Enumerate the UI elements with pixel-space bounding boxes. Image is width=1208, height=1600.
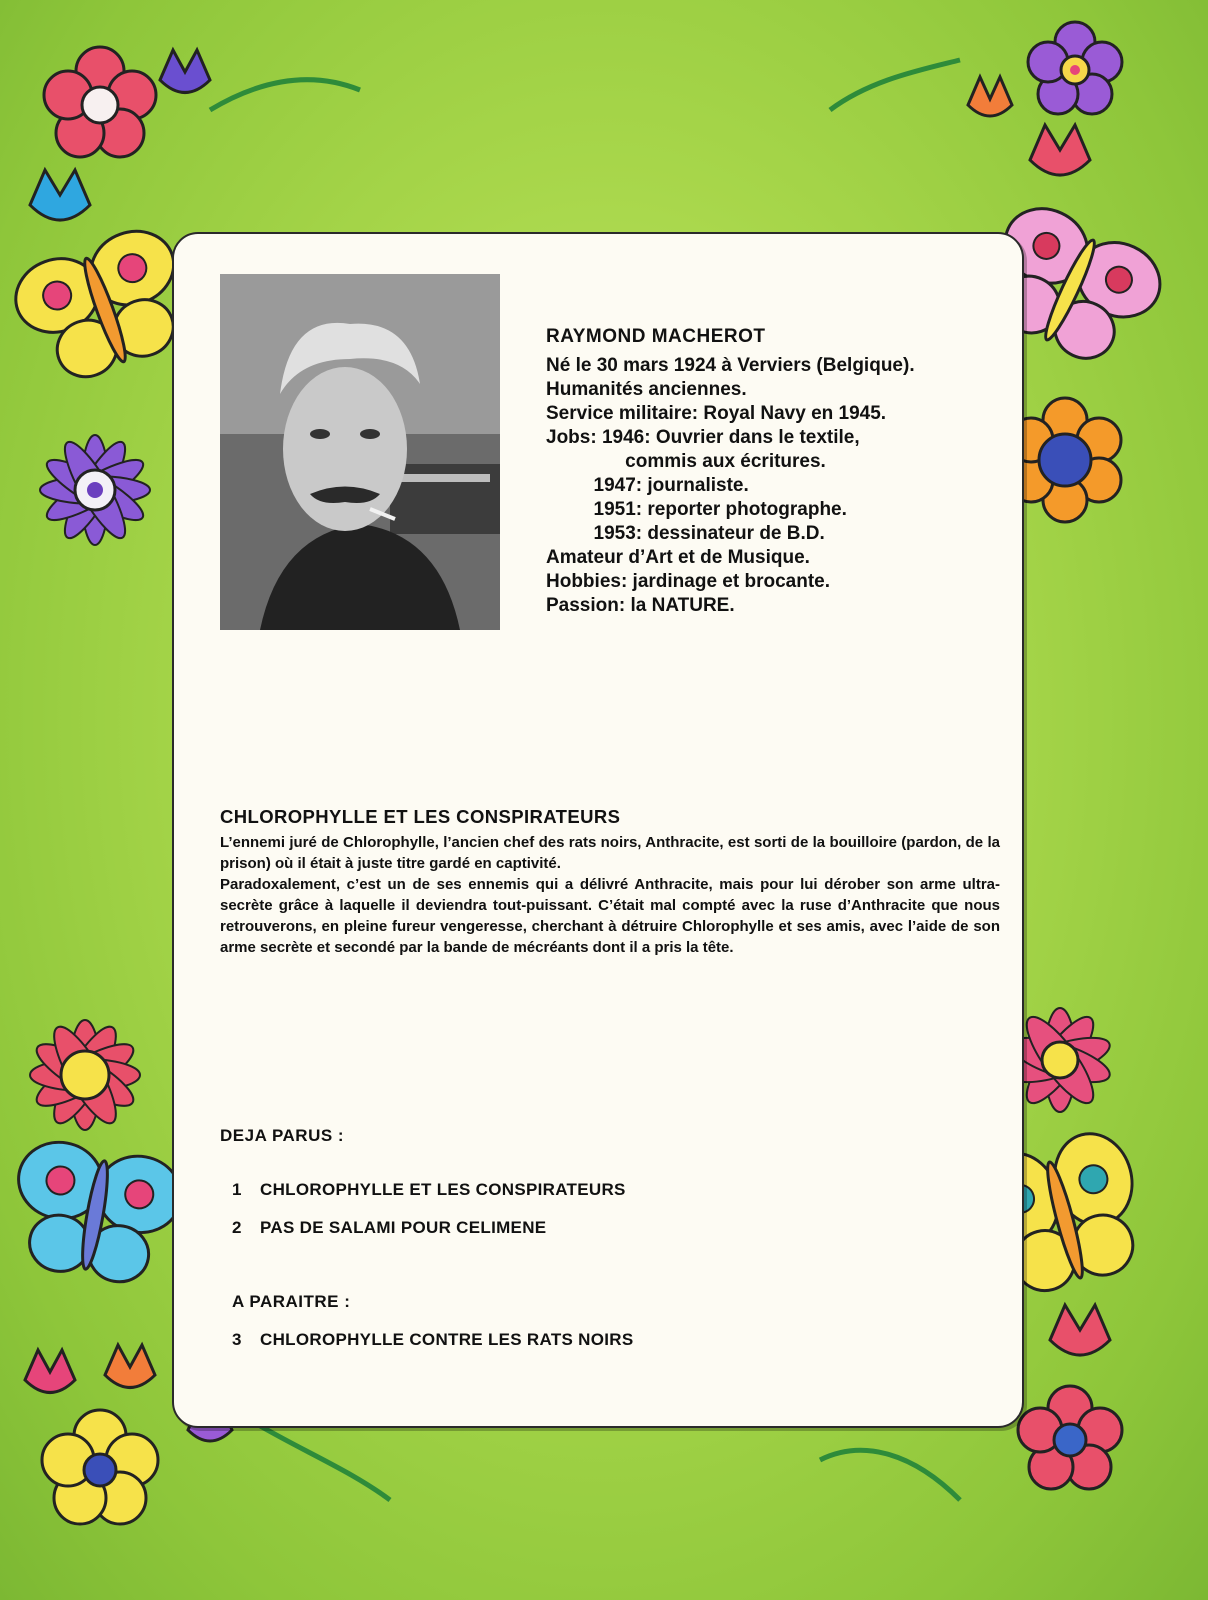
- synopsis-text: [220, 832, 1000, 958]
- tulip-icon: [1030, 125, 1090, 175]
- synopsis-section: [220, 806, 1000, 958]
- flower-icon: [42, 1410, 158, 1524]
- author-photo: [220, 274, 500, 630]
- deja-parus-heading: DEJA PARUS :: [220, 1126, 345, 1145]
- flower-icon: [1018, 1386, 1122, 1489]
- daisy-icon: [40, 435, 150, 545]
- flower-icon: [1009, 398, 1121, 522]
- tulip-icon: [105, 1345, 155, 1388]
- item-number: 1: [232, 1180, 242, 1199]
- vine-top-right: [830, 60, 960, 110]
- bio-line: 1951: reporter photographe.: [546, 499, 847, 520]
- vine-bottom-left: [250, 1420, 390, 1500]
- tulip-icon: [1050, 1305, 1110, 1355]
- item-number: 3: [232, 1330, 242, 1349]
- bio-line: Humanités anciennes.: [546, 379, 747, 400]
- published-list: [220, 1126, 980, 1350]
- synopsis-title: CHLOROPHYLLE ET LES CONSPIRATEURS: [220, 806, 621, 827]
- author-bio: [546, 326, 1006, 618]
- bio-line: Amateur d’Art et de Musique.: [546, 547, 810, 568]
- info-card: [172, 232, 1024, 1428]
- vine-bottom-right: [820, 1450, 960, 1500]
- a-paraitre-heading: A PARAITRE :: [232, 1292, 351, 1311]
- bio-line: Service militaire: Royal Navy en 1945.: [546, 403, 887, 424]
- item-number: 2: [232, 1218, 242, 1237]
- tulip-icon: [968, 77, 1012, 116]
- published-item: [232, 1218, 980, 1238]
- butterfly-icon: [3, 1136, 187, 1291]
- item-title: PAS DE SALAMI POUR CELIMENE: [260, 1218, 547, 1237]
- flower-icon: [29, 1019, 140, 1130]
- upcoming-item: [232, 1330, 980, 1350]
- bio-line: Hobbies: jardinage et brocante.: [546, 571, 830, 592]
- bio-line: Jobs: 1946: Ouvrier dans le textile,: [546, 427, 860, 448]
- bio-line: 1947: journaliste.: [546, 475, 749, 496]
- flower-icon: [1028, 22, 1122, 114]
- synopsis-paragraph: Paradoxalement, c’est un de ses ennemis qui a délivré Anthracite, mais pour lui dérober son arme ultra-secrète grâce à laquelle il deviendra tout-puissant. C’était mal compté avec la ruse d’Anthracite que nous retrouverons, en pleine fureur vengeresse, cherchant à détruire Chlorophylle et ses amis, avec l’aide de son arme secrète et secondé par la bande de mécréants dont il a pris la tête.: [220, 876, 1000, 956]
- bio-line: commis aux écritures.: [546, 451, 826, 472]
- published-item: [232, 1180, 980, 1200]
- flower-icon: [44, 47, 156, 157]
- tulip-icon: [25, 1350, 75, 1393]
- bio-line: Passion: la NATURE.: [546, 595, 735, 616]
- author-name: RAYMOND MACHEROT: [546, 326, 766, 347]
- bio-line: Né le 30 mars 1924 à Verviers (Belgique).: [546, 355, 915, 376]
- tulip-icon: [30, 170, 90, 220]
- item-title: CHLOROPHYLLE CONTRE LES RATS NOIRS: [260, 1330, 634, 1349]
- item-title: CHLOROPHYLLE ET LES CONSPIRATEURS: [260, 1180, 626, 1199]
- vine-top-left: [210, 80, 360, 110]
- tulip-icon: [160, 50, 210, 93]
- synopsis-paragraph: L’ennemi juré de Chlorophylle, l’ancien chef des rats noirs, Anthracite, est sorti de la bouilloire (pardon, de la prison) où il était à juste titre gardé en captivité.: [220, 834, 1000, 872]
- bio-line: 1953: dessinateur de B.D.: [546, 523, 825, 544]
